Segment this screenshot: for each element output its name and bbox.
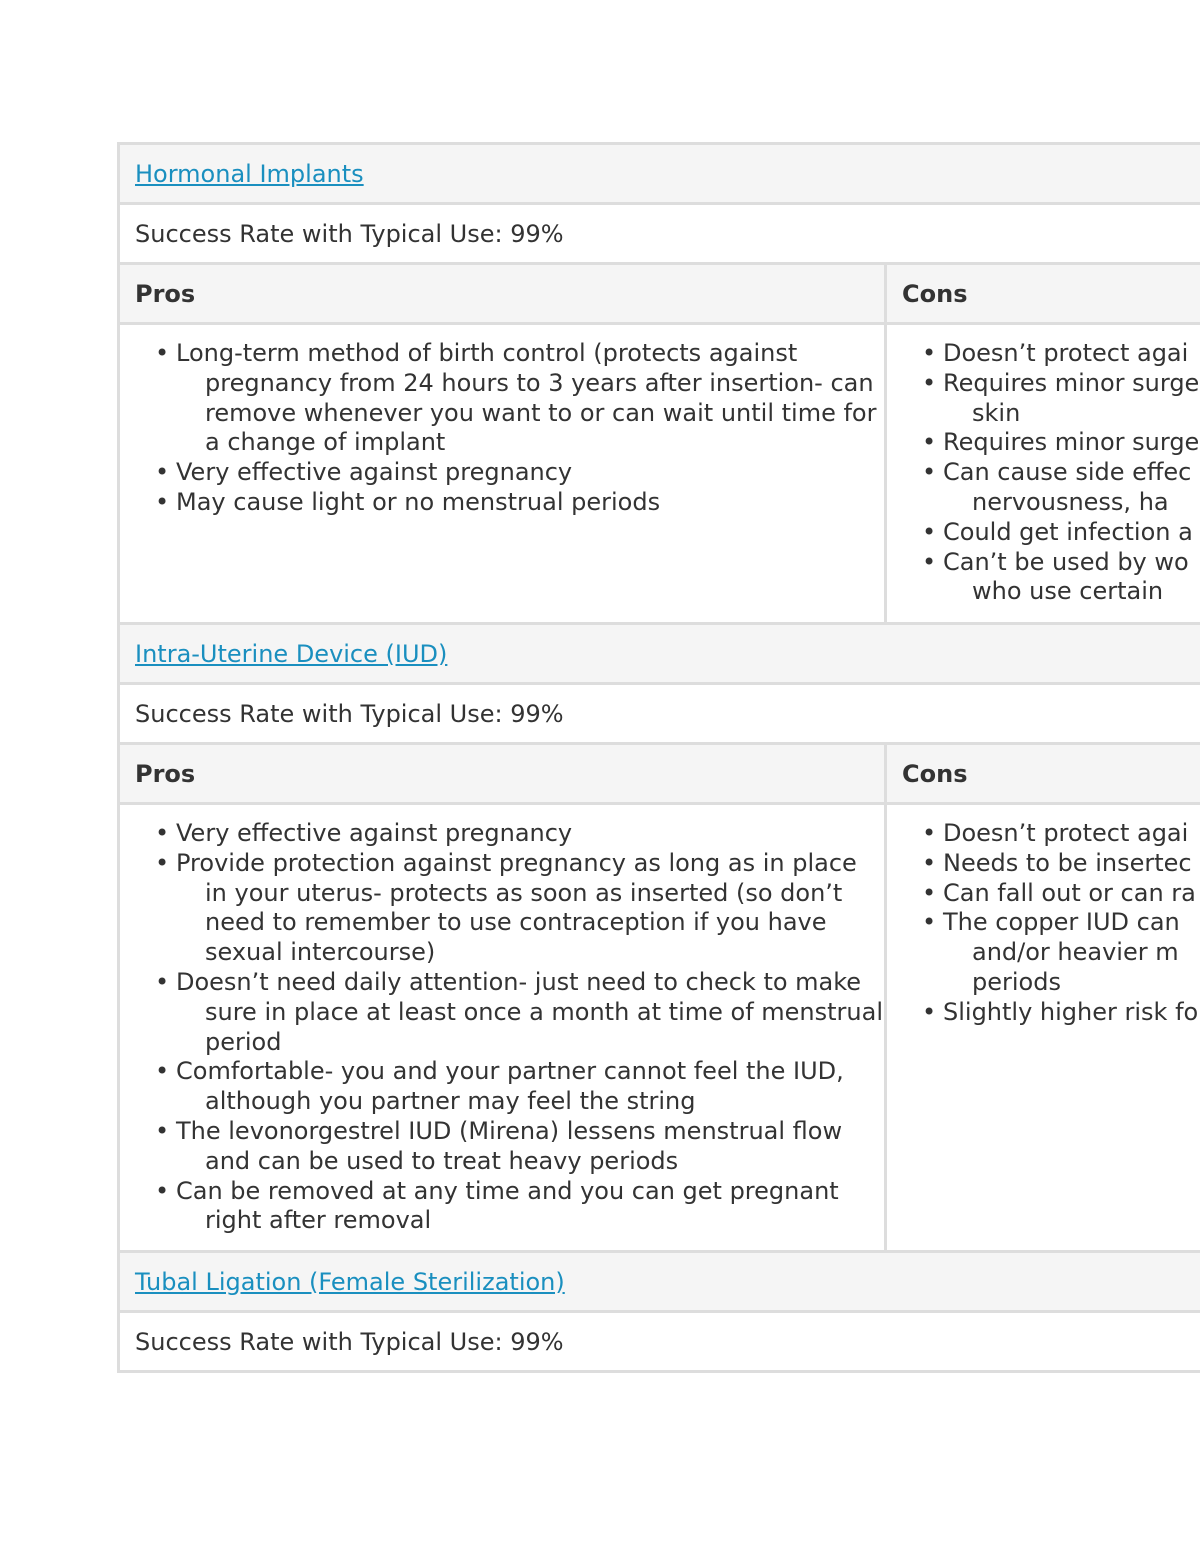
- success-rate-text: Success Rate with Typical Use: 99%: [119, 204, 1200, 264]
- cons-cell: [886, 804, 1200, 1252]
- method-header-cell: [119, 624, 1200, 684]
- cons-list-item: • The copper IUD can and/or heavier m periods: [902, 908, 1200, 997]
- pros-cons-list-row: [119, 324, 1200, 624]
- pros-list-item: • The levonorgestrel IUD (Mirena) lessens menstrual flow and can be used to treat heavy periods: [135, 1117, 884, 1177]
- cons-heading: Cons: [886, 264, 1200, 324]
- cons-list-item: • Requires minor surge: [902, 428, 1200, 458]
- cons-list-item: • Needs to be insertec: [902, 849, 1200, 879]
- pros-cons-header-row: [119, 744, 1200, 804]
- pros-list-item: • Long-term method of birth control (protects against pregnancy from 24 hours to 3 years after insertion- can remove whenever you want to or can wait until time for a change of implant: [135, 339, 884, 458]
- pros-cell: [119, 324, 886, 624]
- cons-list-item: • Requires minor surge skin: [902, 369, 1200, 429]
- method-header-row: [119, 144, 1200, 204]
- cons-list-item: • Slightly higher risk fo: [902, 998, 1200, 1028]
- pros-list: [135, 819, 884, 1236]
- pros-list-item: • Very effective against pregnancy: [135, 819, 884, 849]
- success-rate-row: [119, 204, 1200, 264]
- cons-list-item: • Could get infection a: [902, 518, 1200, 548]
- pros-heading: Pros: [119, 744, 886, 804]
- cons-cell: [886, 324, 1200, 624]
- pros-list: [135, 339, 884, 518]
- cons-list-item: • Doesn’t protect agai: [902, 819, 1200, 849]
- method-title-link[interactable]: Hormonal Implants: [135, 159, 364, 188]
- methods-table: [117, 142, 1200, 1373]
- pros-cell: [119, 804, 886, 1252]
- pros-list-item: • Doesn’t need daily attention- just need to check to make sure in place at least once a month at time of menstrual period: [135, 968, 884, 1057]
- success-rate-row: [119, 1312, 1200, 1372]
- cons-list: [902, 819, 1200, 1028]
- pros-list-item: • Comfortable- you and your partner cannot feel the IUD, although you partner may feel the string: [135, 1057, 884, 1117]
- cons-heading: Cons: [886, 744, 1200, 804]
- pros-heading: Pros: [119, 264, 886, 324]
- cons-list: [902, 339, 1200, 607]
- cons-list-item: • Can’t be used by wo who use certain: [902, 548, 1200, 608]
- cons-list-item: • Can cause side effec nervousness, ha: [902, 458, 1200, 518]
- cons-list-item: • Doesn’t protect agai: [902, 339, 1200, 369]
- method-header-row: [119, 1252, 1200, 1312]
- cons-list-item: • Can fall out or can ra: [902, 879, 1200, 909]
- method-header-cell: [119, 1252, 1200, 1312]
- pros-list-item: • Can be removed at any time and you can get pregnant right after removal: [135, 1177, 884, 1237]
- pros-cons-header-row: [119, 264, 1200, 324]
- pros-list-item: • May cause light or no menstrual periods: [135, 488, 884, 518]
- method-title-link[interactable]: Intra-Uterine Device (IUD): [135, 639, 448, 668]
- method-header-cell: [119, 144, 1200, 204]
- method-title-link[interactable]: Tubal Ligation (Female Sterilization): [135, 1267, 565, 1296]
- method-header-row: [119, 624, 1200, 684]
- success-rate-text: Success Rate with Typical Use: 99%: [119, 684, 1200, 744]
- pros-list-item: • Very effective against pregnancy: [135, 458, 884, 488]
- pros-cons-list-row: [119, 804, 1200, 1252]
- pros-list-item: • Provide protection against pregnancy as long as in place in your uterus- protects as soon as inserted (so don’t need to remember to use contraception if you have sexual intercourse): [135, 849, 884, 968]
- success-rate-row: [119, 684, 1200, 744]
- success-rate-text: Success Rate with Typical Use: 99%: [119, 1312, 1200, 1372]
